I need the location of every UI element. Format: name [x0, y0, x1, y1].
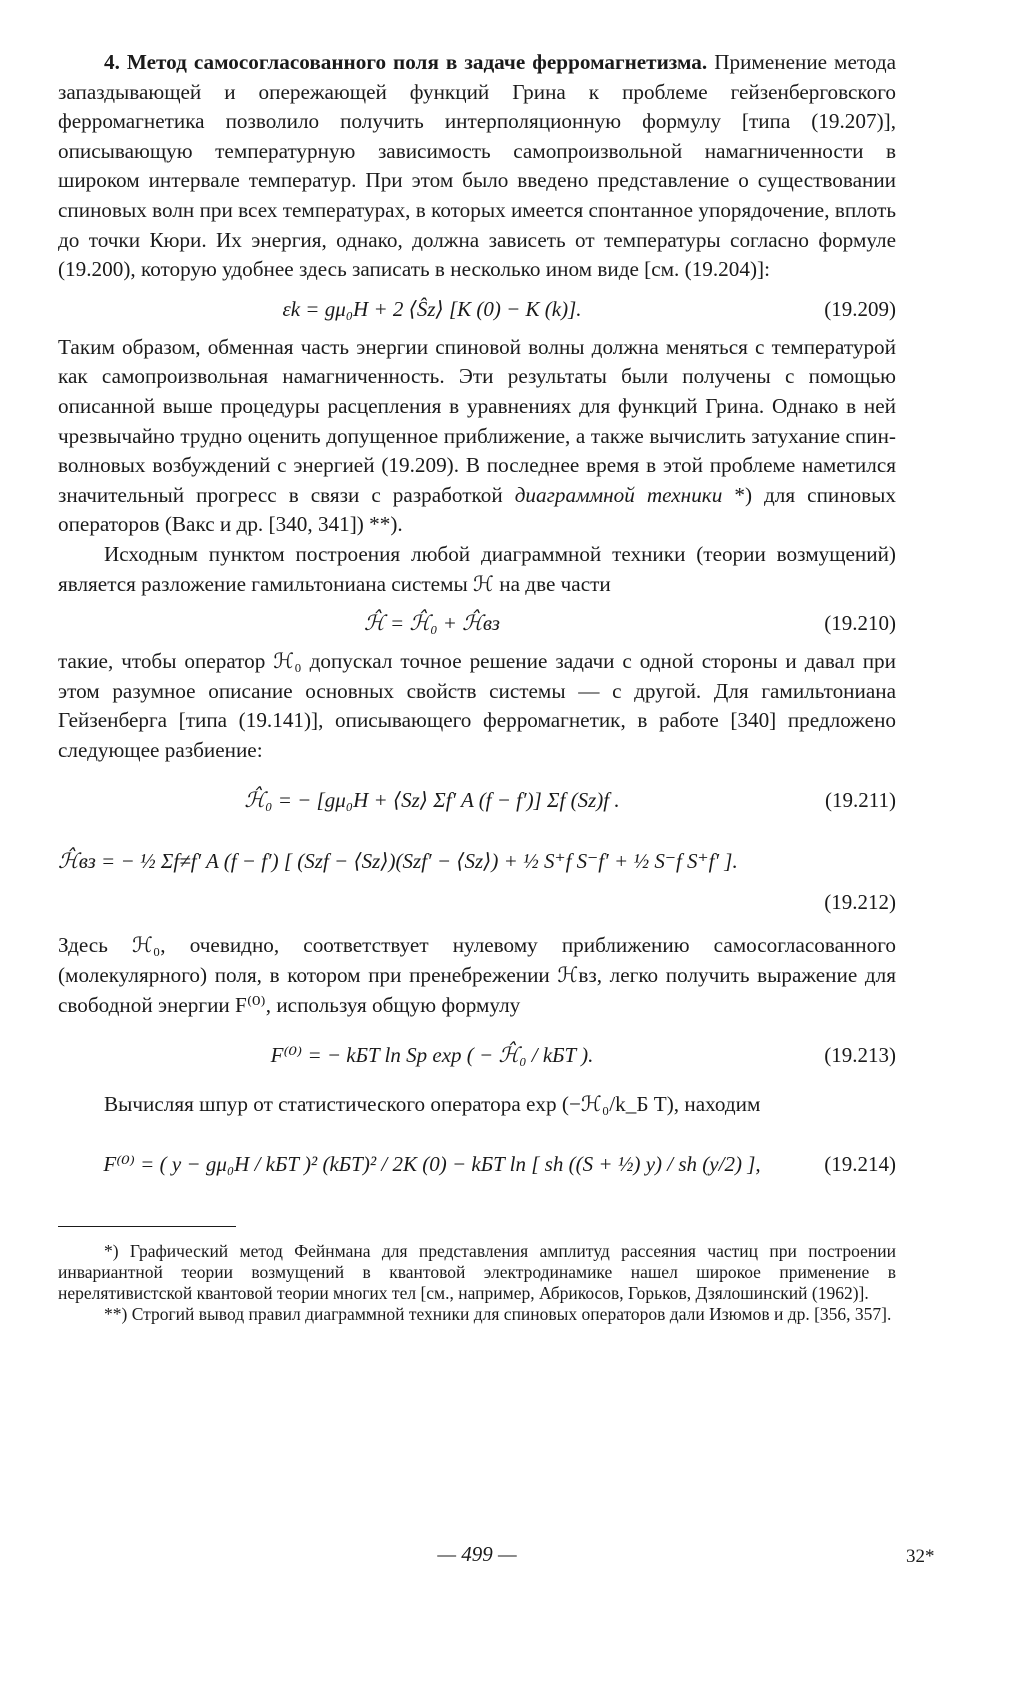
footnote-1: *) Графический метод Фейнмана для представления амплитуд рассеяния частиц при построении инвариантной теории возмущений в квантовой электродинамике нашел широкое применение в нерелятивистской квантовой теории многих тел [см., например, Абрикосов, Горьков, Дзялошинский (1962)].	[58, 1240, 896, 1303]
equation-19-213-body: F⁽⁰⁾ = − kБT ln Sp exp ( − ℋ̂₀ / kБT ).	[270, 1043, 594, 1068]
equation-19-209	[58, 289, 896, 329]
footnote-2: **) Строгий вывод правил диаграммной техники для спиновых операторов дали Изюмов и др. [356, 357].	[104, 1303, 892, 1324]
paragraph-2-text-a: Таким образом, обменная часть энергии спиновой волны должна меняться с температурой как самопроизвольная намагниченность. Эти результаты были получены с помощью описанной выше процедуры расцепления в уравнениях для функций Грина. Однако в ней чрезвычайно трудно оценить допущенное приближение, а также вычислить затухание спин-волновых возбуждений с энергией (19.209). В последнее время в этой проблеме наметился значительный прогресс в связи с разработкой	[58, 334, 896, 507]
paragraph-3: Исходным пунктом построения любой диаграммной техники (теории возмущений) является разложение гамильтониана системы ℋ на две части	[58, 541, 896, 596]
equation-19-210	[58, 603, 896, 643]
signature-mark: 32*	[906, 1546, 935, 1567]
paragraph-6: Вычисляя шпур от статистического оператора exp (−ℋ₀/k_Б T), находим	[104, 1092, 761, 1117]
equation-19-209-number: (19.209)	[824, 296, 896, 321]
paragraph-1-text: Применение метода запаздывающей и опережающей функций Грина к проблеме гейзенберговского ферромагнетика позволило получить интерполяционную формулу [типа (19.207)], описывающую температурную зависимость самопроизвольной намагниченности в широком интервале температур. При этом было введено представление о существовании спиновых волн при всех температурах, в которых имеется спонтанное упорядочение, вплоть до точки Кюри. Их энергия, однако, должна зависеть от температуры согласно формуле (19.200), которую удобнее здесь записать в несколько ином виде [см. (19.204)]:	[58, 50, 897, 282]
page-number: — 499 —	[437, 1542, 517, 1566]
paragraph-5: Здесь ℋ₀, очевидно, соответствует нулевому приближению самосогласованного (молекулярного) поля, в котором при пренебрежении ℋвз, легко получить выражение для свободной энергии F⁽⁰⁾, используя общую формулу	[58, 933, 896, 1017]
equation-19-209-body: εk = gμ₀H + 2 ⟨Ŝz⟩ [K (0) − K (k)].	[282, 296, 582, 321]
page-body	[58, 48, 935, 1567]
paragraph-4: такие, чтобы оператор ℋ₀ допускал точное решение задачи с одной стороны и давал при этом разумное описание основных свойств системы — с другой. Для гамильтониана Гейзенберга [типа (19.141)], описывающего ферромагнетик, в работе [340] предложено следующее разбиение:	[58, 649, 896, 762]
equation-19-212-body: ℋ̂вз = − ½ Σf≠f′ A (f − f′) [ (Szf − ⟨Sz⟩)(Szf′ − ⟨Sz⟩) + ½ S⁺f S⁻f′ + ½ S⁻f S⁺f′ ].	[58, 849, 738, 874]
section-heading: 4. Метод самосогласованного поля в задаче ферромагнетизма.	[104, 50, 708, 74]
equation-19-212-number: (19.212)	[824, 890, 896, 915]
paragraph-2	[58, 333, 896, 540]
equation-19-210-body: ℋ̂ = ℋ̂₀ + ℋ̂вз	[364, 611, 500, 636]
equation-19-213-number: (19.213)	[824, 1043, 896, 1068]
equation-19-214-body: F⁽⁰⁾ = ( y − gμ₀H / kБT )² (kБT)² / 2K (0) − kБT ln [ sh ((S + ½) y) / sh (y/2) ],	[103, 1151, 761, 1176]
paragraph-2-text-b: *) для спиновых операторов (Вакс и др. [340, 341]) **).	[58, 482, 897, 537]
equation-19-214-number: (19.214)	[824, 1151, 896, 1176]
equation-19-214	[58, 1124, 896, 1204]
equation-19-211	[58, 769, 896, 831]
paragraph-2-italic: диаграммной техники	[514, 482, 723, 507]
paragraph-1	[58, 48, 896, 285]
footnote-divider	[58, 1226, 236, 1227]
equation-19-213	[58, 1024, 896, 1086]
equation-19-211-number: (19.211)	[825, 788, 896, 813]
equation-19-210-number: (19.210)	[824, 611, 896, 636]
equation-19-211-body: ℋ̂₀ = − [gμ₀H + ⟨Sz⟩ Σf′ A (f − f′)] Σf (Sz)f .	[244, 788, 620, 813]
